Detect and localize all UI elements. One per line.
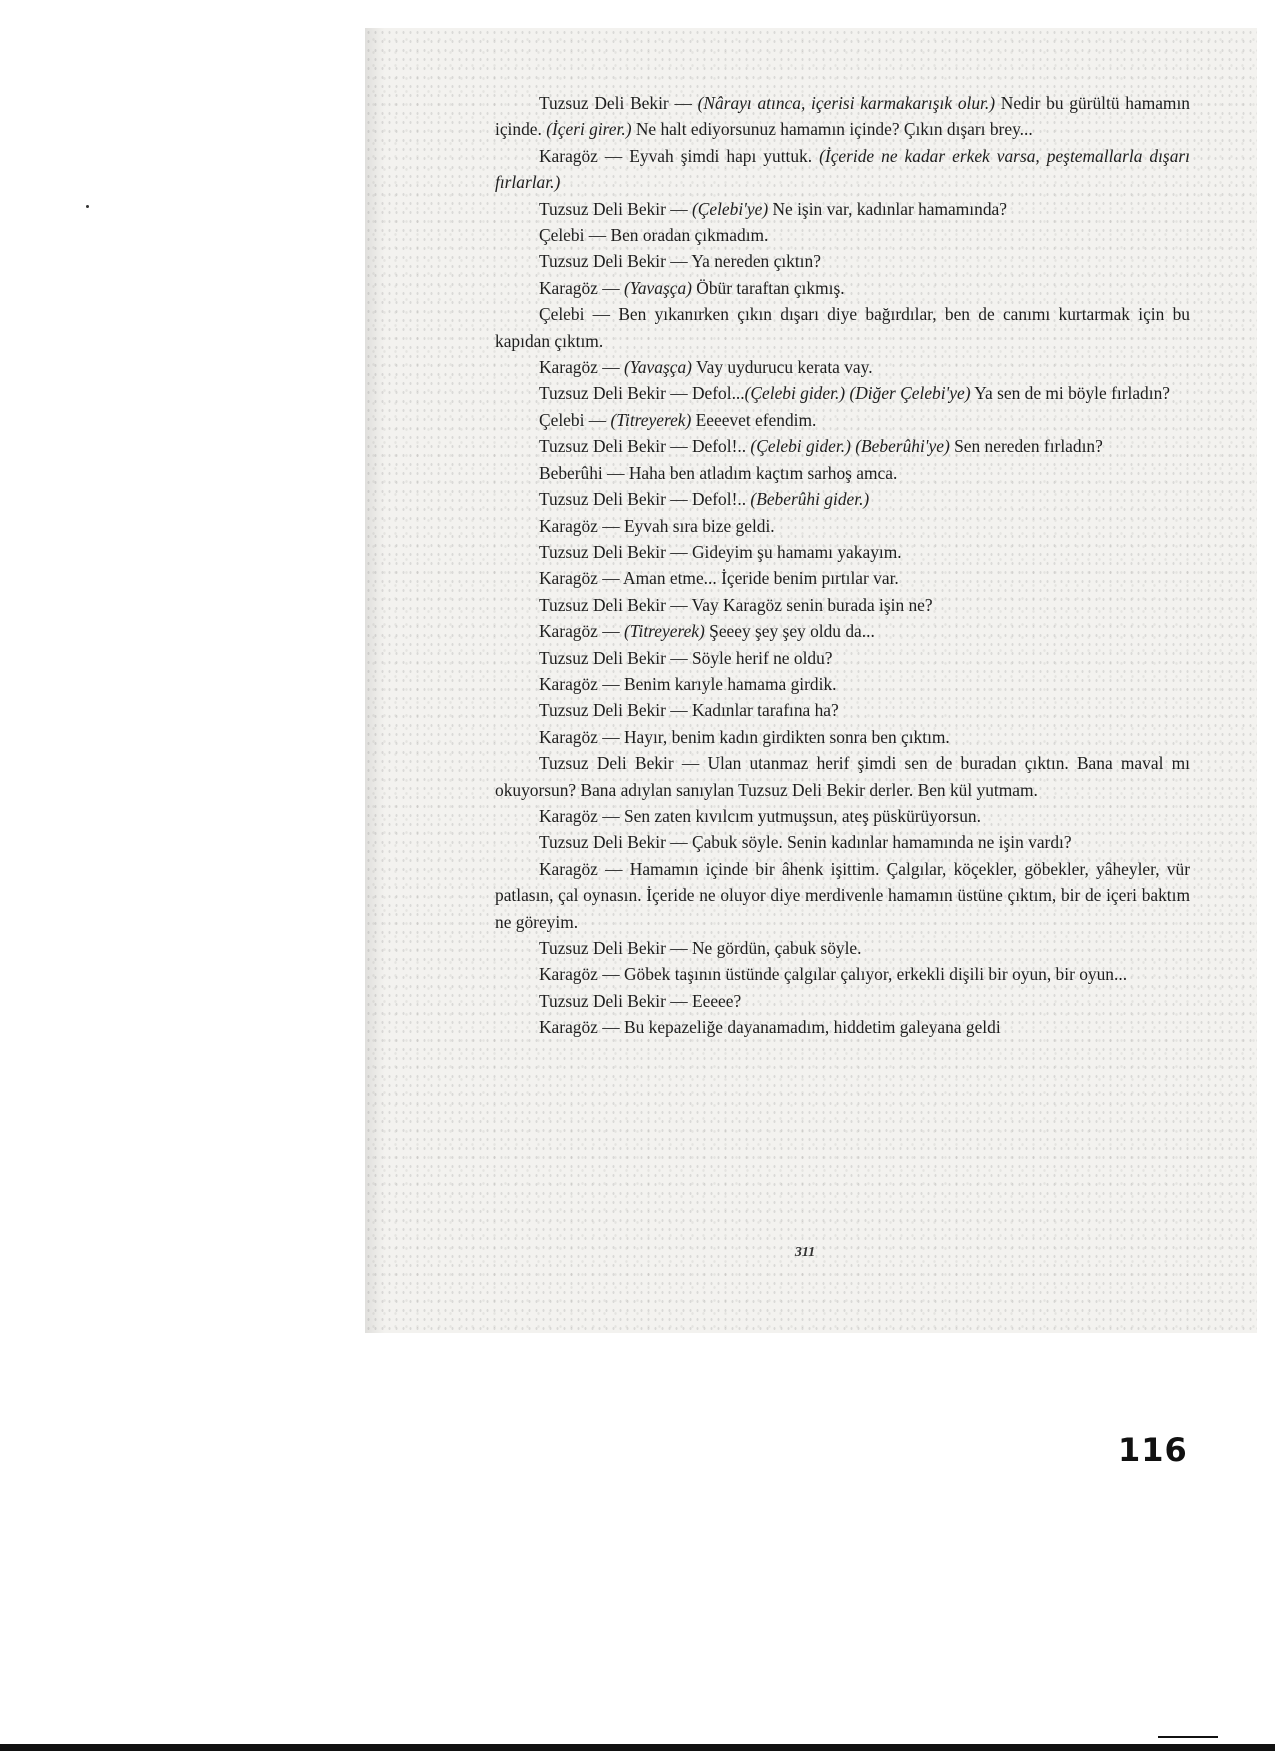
speaker-name: Karagöz bbox=[539, 357, 598, 378]
spoken-text: — Ben oradan çıkmadım. bbox=[584, 225, 769, 246]
stage-direction: (Çelebi gider.) bbox=[750, 436, 851, 457]
speaker-name: Tuzsuz Deli Bekir bbox=[539, 832, 666, 853]
spoken-text: Nedir bu gürültü hamamın içinde. bbox=[495, 93, 1190, 140]
spoken-text: Eeeevet efendim. bbox=[691, 409, 817, 430]
stage-direction: (Nârayı atınca, içerisi karmakarışık olur.) bbox=[697, 93, 996, 113]
speaker-name: Karagöz bbox=[539, 621, 598, 642]
spoken-text: — Aman etme... İçeride benim pırtılar var. bbox=[597, 568, 899, 589]
scan-shadow bbox=[365, 28, 385, 1333]
spoken-text: — bbox=[665, 198, 692, 219]
speaker-name: Tuzsuz Deli Bekir bbox=[539, 990, 666, 1011]
stage-direction: (İçeride ne kadar erkek varsa, peştemallarla dışarı fırlarlar.) bbox=[495, 145, 1190, 193]
spoken-text: — Defol!.. bbox=[665, 489, 751, 510]
spoken-text: — Ulan utanmaz herif şimdi sen de buradan çıktın. Bana maval mı okuyorsun? Bana adıylan sanıylan Tuzsuz Deli Bekir derler. Ben kül yutmam. bbox=[495, 753, 1190, 800]
spoken-text: Vay uydurucu kerata vay. bbox=[691, 357, 873, 378]
dialogue-line bbox=[495, 592, 1190, 618]
stage-direction: (Titreyerek) bbox=[610, 409, 692, 430]
spoken-text: — bbox=[597, 621, 624, 642]
spoken-text: — Çabuk söyle. Senin kadınlar hamamında ne işin vardı? bbox=[665, 832, 1072, 853]
speaker-name: Tuzsuz Deli Bekir bbox=[539, 489, 666, 510]
stage-direction: (Çelebi'ye) bbox=[691, 198, 769, 219]
speaker-name: Çelebi bbox=[539, 409, 585, 430]
speaker-name: Çelebi bbox=[539, 225, 585, 246]
dialogue-line bbox=[495, 90, 1190, 143]
spoken-text: — Defol!.. bbox=[665, 436, 751, 457]
dialogue-line bbox=[495, 565, 1190, 591]
spoken-text: Ne halt ediyorsunuz hamamın içinde? Çıkın dışarı brey... bbox=[631, 119, 1033, 140]
speaker-name: Tuzsuz Deli Bekir bbox=[539, 594, 666, 615]
speaker-name: Tuzsuz Deli Bekir bbox=[539, 700, 666, 721]
speaker-name: Tuzsuz Deli Bekir bbox=[539, 753, 674, 774]
spoken-text: — Bu kepazeliğe dayanamadım, hiddetim galeyana geldi bbox=[597, 1017, 1001, 1038]
dialogue-line bbox=[495, 301, 1190, 354]
dialogue-line bbox=[495, 196, 1190, 222]
spoken-text: — Ne gördün, çabuk söyle. bbox=[665, 938, 862, 958]
spoken-text: — Eyvah şimdi hapı yuttuk. bbox=[597, 145, 820, 166]
dialogue-line bbox=[495, 407, 1190, 433]
spoken-text: — Söyle herif ne oldu? bbox=[665, 647, 833, 668]
spoken-text: — Benim karıyle hamama girdik. bbox=[597, 673, 837, 694]
dialogue-line bbox=[495, 486, 1190, 512]
spoken-text: — bbox=[597, 357, 624, 378]
dialogue-line bbox=[495, 988, 1190, 1014]
spoken-text: — Defol... bbox=[665, 383, 745, 404]
spoken-text: — Ya nereden çıktın? bbox=[665, 251, 821, 272]
bottom-border bbox=[0, 1744, 1275, 1751]
dialogue-line bbox=[495, 856, 1190, 935]
spoken-text: — Hamamın içinde bir âhenk işittim. Çalgılar, köçekler, göbekler, yâheyler, vür patlasın, çal oynasın. İçeride ne oluyor diye merdivenle hamamın üstüne çıktım, bir de içeri baktım ne göreyim. bbox=[495, 858, 1190, 932]
dialogue-line bbox=[495, 829, 1190, 855]
dialogue-line bbox=[495, 433, 1190, 459]
speaker-name: Karagöz bbox=[539, 858, 598, 879]
speaker-name: Karagöz bbox=[539, 726, 598, 747]
spoken-text: Sen nereden fırladın? bbox=[949, 436, 1103, 457]
dialogue-line bbox=[495, 618, 1190, 644]
spoken-text: — Gideyim şu hamamı yakayım. bbox=[665, 541, 902, 562]
dialogue-line bbox=[495, 222, 1190, 248]
dialogue-line bbox=[495, 354, 1190, 380]
scanner-mark bbox=[1158, 1736, 1218, 1738]
spoken-text: Öbür taraftan çıkmış. bbox=[691, 277, 845, 298]
speaker-name: Tuzsuz Deli Bekir bbox=[539, 251, 666, 272]
spoken-text: Şeeey şey şey oldu da... bbox=[704, 621, 875, 642]
speaker-name: Tuzsuz Deli Bekir bbox=[539, 647, 666, 668]
speaker-name: Karagöz bbox=[539, 805, 598, 826]
spoken-text: — bbox=[668, 93, 698, 113]
speaker-name: Tuzsuz Deli Bekir bbox=[539, 436, 666, 457]
dialogue-line bbox=[495, 671, 1190, 697]
dialogue-line bbox=[495, 750, 1190, 803]
handwritten-page-number: 116 bbox=[1118, 1431, 1188, 1469]
stage-direction: (Beberûhi gider.) bbox=[750, 489, 870, 510]
speaker-name: Tuzsuz Deli Bekir bbox=[539, 383, 666, 404]
speaker-name: Karagöz bbox=[539, 515, 598, 536]
dialogue-line bbox=[495, 380, 1190, 406]
dialogue-line bbox=[495, 513, 1190, 539]
spoken-text: — Eyvah sıra bize geldi. bbox=[597, 515, 775, 536]
spoken-text: — Haha ben atladım kaçtım sarhoş amca. bbox=[602, 462, 898, 483]
dialogue-line bbox=[495, 803, 1190, 829]
spoken-text: — Vay Karagöz senin burada işin ne? bbox=[665, 594, 933, 615]
speaker-name: Çelebi bbox=[539, 304, 585, 325]
stage-direction: (Beberûhi'ye) bbox=[855, 436, 950, 457]
speaker-name: Tuzsuz Deli Bekir bbox=[539, 198, 666, 219]
dialogue-line bbox=[495, 961, 1190, 987]
speaker-name: Karagöz bbox=[539, 145, 598, 166]
dialogue-line bbox=[495, 275, 1190, 301]
dialogue-line bbox=[495, 697, 1190, 723]
stage-direction: (Çelebi gider.) bbox=[744, 383, 846, 404]
dialogue-line bbox=[495, 539, 1190, 565]
dialogue-line bbox=[495, 645, 1190, 671]
spoken-text: — Eeeee? bbox=[665, 990, 742, 1011]
dialogue-line bbox=[495, 1014, 1190, 1040]
stage-direction: (Diğer Çelebi'ye) bbox=[849, 383, 971, 404]
spoken-text: — bbox=[584, 409, 611, 430]
speaker-name: Karagöz bbox=[539, 964, 598, 985]
spoken-text: — Göbek taşının üstünde çalgılar çalıyor, erkekli dişili bir oyun, bir oyun... bbox=[597, 964, 1128, 985]
speaker-name: Karagöz bbox=[539, 673, 598, 694]
stage-direction: (Yavaşça) bbox=[624, 357, 692, 378]
speaker-name: Tuzsuz Deli Bekir bbox=[539, 93, 669, 113]
speaker-name: Beberûhi bbox=[539, 462, 603, 483]
scan-speck bbox=[86, 205, 89, 208]
dialogue-line bbox=[495, 724, 1190, 750]
dialogue-line bbox=[495, 460, 1190, 486]
speaker-name: Tuzsuz Deli Bekir bbox=[539, 541, 666, 562]
spoken-text: — Hayır, benim kadın girdikten sonra ben çıktım. bbox=[597, 726, 950, 747]
dialogue-text bbox=[495, 90, 1190, 1041]
spoken-text: — bbox=[597, 277, 624, 298]
speaker-name: Karagöz bbox=[539, 568, 598, 589]
dialogue-line bbox=[495, 248, 1190, 274]
dialogue-line bbox=[495, 143, 1190, 196]
stage-direction: (Yavaşça) bbox=[624, 277, 692, 298]
stage-direction: (Titreyerek) bbox=[624, 621, 705, 642]
spoken-text: — Sen zaten kıvılcım yutmuşsun, ateş püskürüyorsun. bbox=[597, 805, 981, 826]
speaker-name: Karagöz bbox=[539, 277, 598, 298]
spoken-text: — Kadınlar tarafına ha? bbox=[665, 700, 839, 721]
stage-direction: (İçeri girer.) bbox=[546, 119, 632, 140]
spoken-text: — Ben yıkanırken çıkın dışarı diye bağırdılar, ben de canımı kurtarmak için bu kapıdan çıktım. bbox=[495, 304, 1190, 351]
speaker-name: Karagöz bbox=[539, 1017, 598, 1038]
speaker-name: Tuzsuz Deli Bekir bbox=[539, 938, 666, 958]
dialogue-line bbox=[495, 935, 1190, 961]
spoken-text: Ne işin var, kadınlar hamamında? bbox=[768, 198, 1007, 219]
book-page-number: 311 bbox=[794, 1245, 816, 1260]
spoken-text: Ya sen de mi böyle fırladın? bbox=[970, 383, 1170, 404]
